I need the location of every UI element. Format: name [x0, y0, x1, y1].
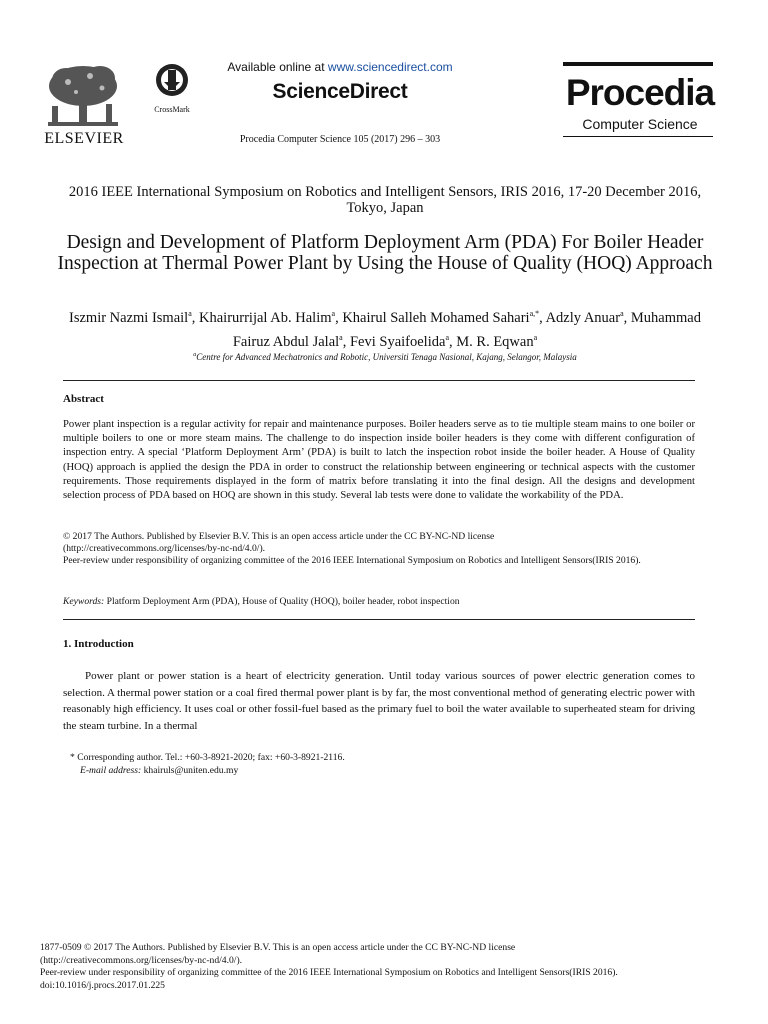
affiliation-text: Centre for Advanced Mechatronics and Robotic, Universiti Tenaga Nasional, Kajang, Selangor, Malaysia: [196, 352, 577, 362]
author-name: Muhammad Fairuz Abdul Jalal: [232, 309, 701, 350]
journal-reference: Procedia Computer Science 105 (2017) 296 – 303: [239, 134, 441, 145]
abstract-bottom-rule: [63, 619, 695, 620]
author-name: Adzly Anuar: [545, 309, 621, 326]
procedia-subtitle: Computer Science: [582, 116, 698, 132]
crossmark-icon: [154, 62, 190, 98]
author-affil-sup: a: [188, 309, 192, 318]
corresponding-contact: * Corresponding author. Tel.: +60-3-8921-2020; fax: +60-3-8921-2116.: [70, 752, 345, 763]
author-name: Khairurrijal Ab. Halim: [199, 309, 332, 326]
license-line: © 2017 The Authors. Published by Elsevier B.V. This is an open access article under the CC BY-NC-ND license: [63, 531, 495, 542]
affiliation-sup: a: [193, 352, 197, 358]
license-block: [63, 531, 695, 567]
section-heading-introduction: 1. Introduction: [63, 638, 134, 650]
author-affil-sup: a,*: [529, 309, 540, 318]
keywords: [63, 596, 695, 607]
footer-doi[interactable]: doi:10.1016/j.procs.2017.01.225: [40, 979, 165, 991]
author-name: M. R. Eqwan: [456, 333, 534, 350]
footer-license-url[interactable]: (http://creativecommons.org/licenses/by-nc-nd/4.0/).: [40, 954, 243, 966]
author-affil-sup: a: [339, 332, 343, 342]
sciencedirect-link[interactable]: www.sciencedirect.com: [327, 60, 453, 74]
author-name: Iszmir Nazmi Ismail: [69, 309, 189, 326]
availability-line: [200, 60, 480, 74]
author-list: Iszmir Nazmi Ismail$^a$, Khairurrijal Ab. Halim$^a$, Khairul Salleh Mohamed Sahari$^{a,*}$, Adzly Anuar$^a$, Muhammad Fairuz Abdul Jalal$^a$, Fevi Syaifoelida$^a$, M. R. Eqwan$^a$: [69, 309, 701, 350]
author-affil-sup: a: [331, 309, 336, 318]
available-prefix: Available online at: [227, 60, 325, 74]
author-email[interactable]: khairuls@uniten.edu.my: [143, 765, 239, 776]
abstract-heading: Abstract: [63, 393, 104, 405]
footer-issn-license: 1877-0509 © 2017 The Authors. Published by Elsevier B.V. This is an open access article under the CC BY-NC-ND license: [40, 942, 516, 953]
author-affil-sup: a: [533, 332, 538, 342]
brand-bottom-rule: [563, 136, 713, 137]
abstract-top-rule: [63, 380, 695, 381]
introduction-body: Power plant or power station is a heart of electricity generation. Until today various sources of power electric generation comes to selection. A thermal power station or a coal fired thermal power plant is by far, the most conventional method of generating electric power with reasonably high efficiency. It uses coal or other fossil-fuel based as the primary fuel to boil the water available to superheated steam for driving the steam turbine. In a thermal: [63, 670, 695, 732]
crossmark-badge[interactable]: [150, 62, 194, 114]
author-affil-sup: a: [445, 332, 449, 342]
sciencedirect-wordmark: ScienceDirect: [272, 80, 408, 103]
license-url[interactable]: (http://creativecommons.org/licenses/by-nc-nd/4.0/).: [63, 543, 266, 554]
author-name: Fevi Syaifoelida: [349, 333, 446, 350]
publisher-name: ELSEVIER: [44, 130, 124, 147]
keywords-label: Keywords:: [63, 596, 105, 607]
footer-peer-review: Peer-review under responsibility of organizing committee of the 2016 IEEE International Symposium on Robotics and Intelligent Sensors(IRIS 2016).: [40, 967, 618, 978]
brand-top-rule: [563, 62, 713, 66]
crossmark-label: CrossMark: [154, 105, 190, 114]
author-name: Khairul Salleh Mohamed Sahari: [342, 309, 530, 326]
paper-title: Design and Development of Platform Deployment Arm (PDA) For Boiler Header Inspection at Thermal Power Plant by Using the House of Quality (HOQ) Approach: [57, 232, 713, 274]
email-label: E-mail address:: [80, 765, 142, 776]
procedia-wordmark: Procedia: [565, 72, 715, 113]
abstract-body: Power plant inspection is a regular activity for repair and maintenance purposes. Boiler headers serve as to tie multiple steam mains to one boiler or multiple boilers to one or more steam mains. The challenge to do inspection inside boiler headers is they come with different configuration of inspection entry. A special ‘Platform Deployment Arm’ (PDA) is built to latch the inspection robot inside the boiler header. A House of Quality (HOQ) approach is applied the design the PDA in order to construct the relationship between engineering or technical aspects with the customer requirements. Those requirements displayed in the form of matrix before translating it into the final design. All the designs and development selection process of PDA based on HOQ are shown in this study. Several lab tests were done to validate the workability of the PDA.: [63, 419, 695, 502]
author-affil-sup: a: [620, 309, 624, 318]
affiliation: [60, 352, 710, 362]
corresponding-author-note: [70, 751, 690, 777]
peer-review-note: Peer-review under responsibility of organizing committee of the 2016 IEEE International Symposium on Robotics and Intelligent Sensors(IRIS 2016).: [63, 555, 641, 566]
conference-line: 2016 IEEE International Symposium on Robotics and Intelligent Sensors, IRIS 2016, 17-20 December 2016, Tokyo, Japan: [68, 184, 702, 216]
page-footer: [40, 942, 730, 992]
keywords-text: Platform Deployment Arm (PDA), House of Quality (HOQ), boiler header, robot inspection: [106, 596, 460, 607]
